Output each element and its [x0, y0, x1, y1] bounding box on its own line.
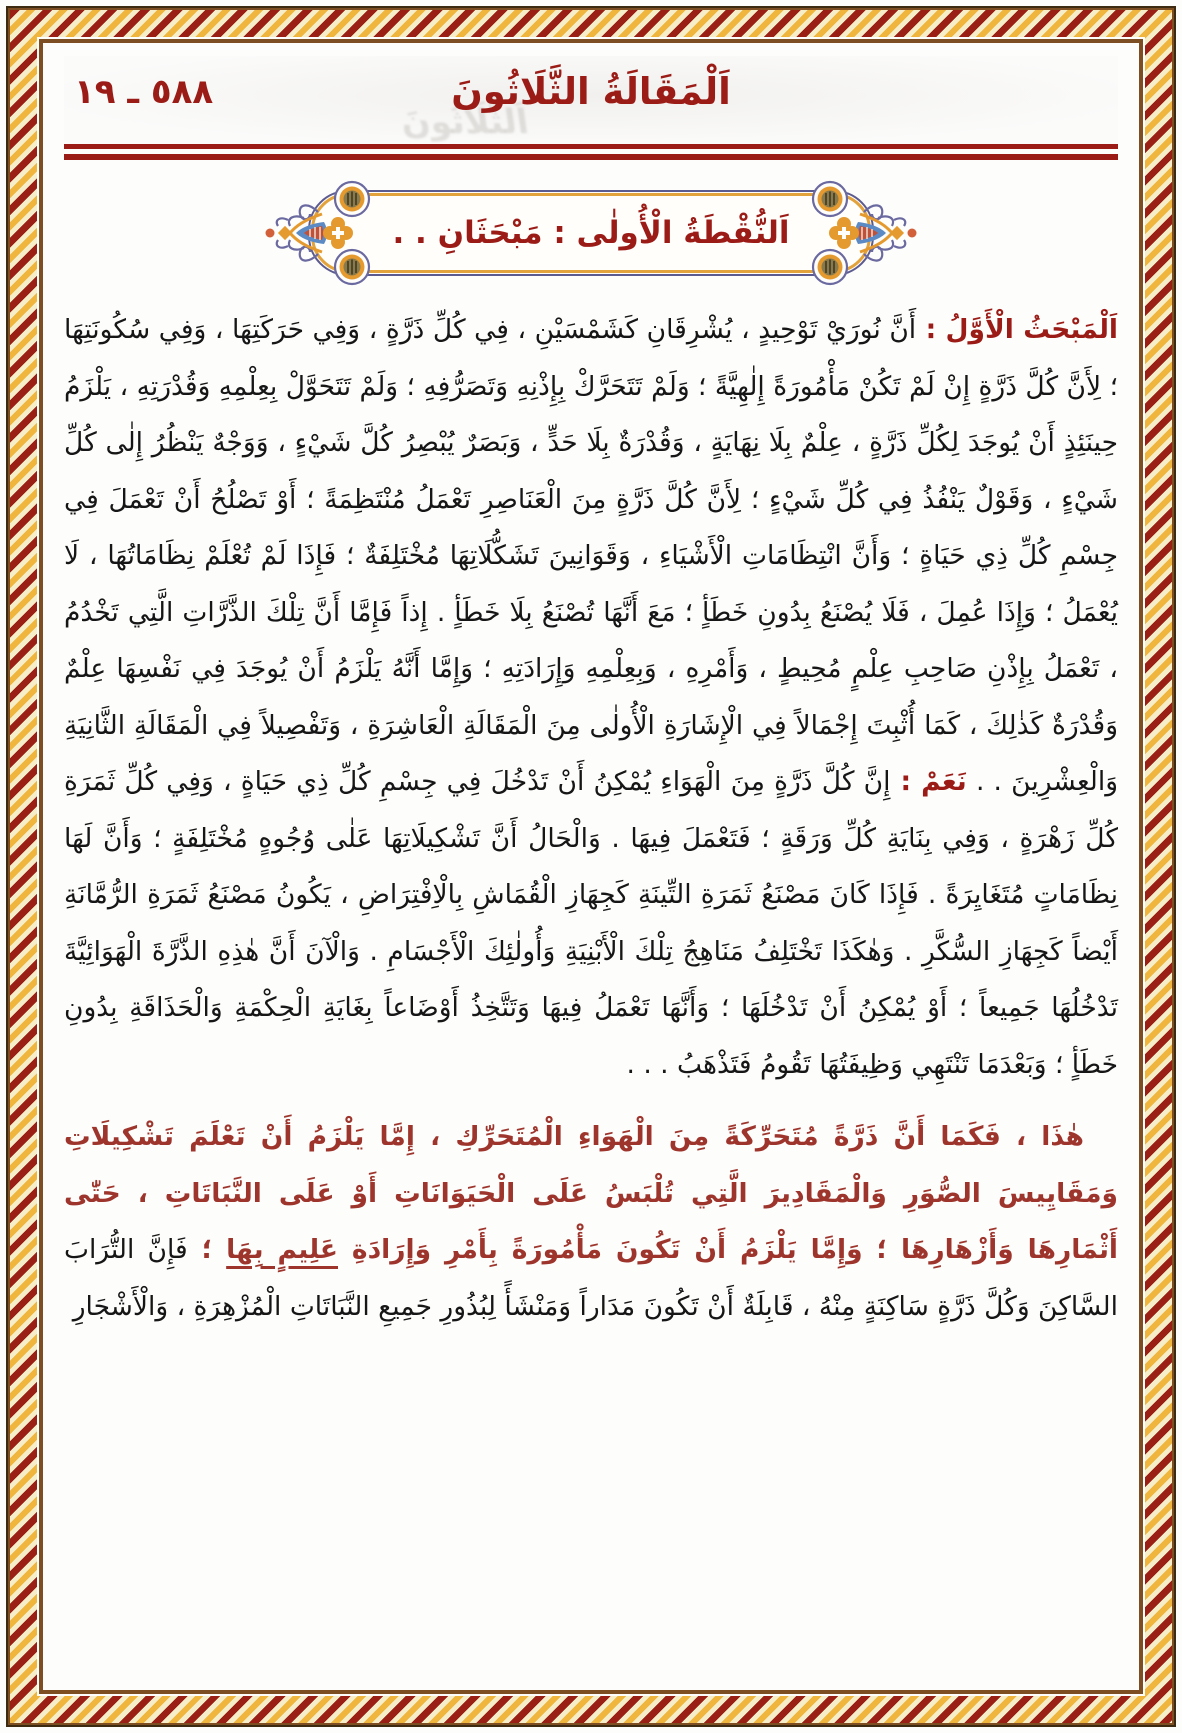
body-text: [64, 302, 1118, 1335]
page-title: اَلْمَقَالَةُ الثَّلَاثُونَ: [451, 70, 731, 113]
page-header: [64, 56, 1118, 144]
text-segment: نَعَمْ :: [890, 766, 967, 797]
text-segment: أَنَّ نُورَيْ تَوْحِيدٍ ، يُشْرِقَانِ كَشَمْسَيْنِ ، فِي كُلِّ ذَرَّةٍ ، وَفِي حَرَكَتِهَا ، وَفِي سُكُونَتِهَا ؛ لِأَنَّ كُلَّ ذَرَّةٍ إِنْ لَمْ تَكُنْ مَأْمُورَةً إِلٰهِيَّةً ؛ وَلَمْ تَتَحَرَّكْ بِإِذْنِهِ وَتَصَرُّفِهِ ؛ وَلَمْ تَتَحَوَّلْ بِعِلْمِهِ وَقُدْرَتِهِ ، يَلْزَمُ حِينَئِذٍ أَنْ يُوجَدَ لِكُلِّ ذَرَّةٍ ، عِلْمٌ بِلَا نِهَايَةٍ ، وَقُدْرَةٌ بِلَا حَدٍّ ، وَبَصَرٌ يُبْصِرُ كُلَّ شَيْءٍ ، وَوَجْهٌ يَنْظُرُ إِلٰى كُلِّ شَيْءٍ ، وَقَوْلٌ يَنْفُذُ فِي كُلِّ شَيْءٍ ؛ لِأَنَّ كُلَّ ذَرَّةٍ مِنَ الْعَنَاصِرِ تَعْمَلُ مُنْتَظِمَةً ؛ أَوْ تَصْلُحُ أَنْ تَعْمَلَ فِي جِسْمِ كُلِّ ذِي حَيَاةٍ ؛ وَأَنَّ انْتِظَامَاتِ الْأَشْيَاءِ ، وَقَوَانِينَ تَشَكُّلَاتِهَا مُخْتَلِفَةٌ ؛ فَإِذَا لَمْ تُعْلَمْ نِظَامَاتُهَا ، لَا يُعْمَلُ ؛ وَإِذَا عُمِلَ ، فَلَا يُصْنَعُ بِدُونِ خَطَأٍ ؛ مَعَ أَنَّهَا تُصْنَعُ بِلَا خَطَأٍ . إِذاً فَإِمَّا أَنَّ تِلْكَ الذَّرَّاتِ الَّتِي تَخْدُمُ ، تَعْمَلُ بِإِذْنِ صَاحِبِ عِلْمٍ مُحِيطٍ ، وَأَمْرِهِ ، وَبِعِلْمِهِ وَإِرَادَتِهِ ؛ وَإِمَّا أَنَّهُ يَلْزَمُ أَنْ يُوجَدَ فِي نَفْسِهَا عِلْمٌ وَقُدْرَةٌ كَذٰلِكَ ، كَمَا أُثْبِتَ إِجْمَالاً فِي الْإِشَارَةِ الْأُولٰى مِنَ الْمَقَالَةِ الْعَاشِرَةِ ، وَتَفْصِيلاً فِي الْمَقَالَةِ الثَّانِيَةِ وَالْعِشْرِينَ . .: [64, 314, 1118, 797]
show-through-ghost: اَلثَّلَاثُونَ: [397, 102, 531, 142]
text-segment: هٰذَا ، فَكَمَا أَنَّ ذَرَّةً مُتَحَرِّكَةً مِنَ الْهَوَاءِ الْمُتَحَرِّكِ ، إِمَّا يَلْزَمُ أَنْ تَعْلَمَ تَشْكِيلَاتِ وَمَقَايِيسَ الصُّوَرِ وَالْمَقَادِيرَ الَّتِي تُلْبَسُ عَلَى الْحَيَوَانَاتِ أَوْ عَلَى النَّبَاتَاتِ ، حَتّٰى أَثْمَارِهَا وَأَزْهَارِهَا ؛ وَإِمَّا يَلْزَمُ أَنْ تَكُونَ مَأْمُورَةً بِأَمْرِ وَإِرَادَةِ: [64, 1121, 1118, 1265]
paragraph: [64, 1109, 1118, 1335]
section-cartouche: [308, 190, 874, 276]
text-segment: فَإِنَّ التُّرَابَ السَّاكِنَ وَكُلَّ ذَرَّةٍ سَاكِنَةٍ مِنْهُ ، قَابِلَةٌ أَنْ تَكُونَ مَدَاراً وَمَنْشَأً لِبُذُورِ جَمِيعِ النَّبَاتَاتِ الْمُزْهِرَةِ ، وَالْأَشْجَارِ: [64, 1234, 1118, 1322]
text-segment: عَلِيمٍ بِهَا: [226, 1234, 338, 1265]
page-number: ٥٨٨ ـ ١٩: [74, 72, 214, 112]
section-heading: اَلنُّقْطَةُ الْأُولٰى : مَبْحَثَانِ . .: [392, 215, 790, 251]
header-double-rule: [64, 144, 1118, 160]
text-segment: إِنَّ كُلَّ ذَرَّةٍ مِنَ الْهَوَاءِ يُمْكِنُ أَنْ تَدْخُلَ فِي جِسْمِ كُلِّ ذِي حَيَاةٍ ، وَفِي كُلِّ ثَمَرَةِ كُلِّ زَهْرَةٍ ، وَفِي بِنَايَةِ كُلِّ وَرَقَةٍ ؛ فَتَعْمَلَ فِيهَا . وَالْحَالُ أَنَّ تَشْكِيلَاتِهَا عَلٰى وُجُوهٍ مُخْتَلِفَةٍ ؛ وَأَنَّ لَهَا نِظَامَاتٍ مُتَغَايِرَةً . فَإِذَا كَانَ مَصْنَعُ ثَمَرَةِ التِّينَةِ كَجِهَازِ الْقُمَاشِ بِالْاِفْتِرَاضِ ، يَكُونُ مَصْنَعُ ثَمَرَةِ الرُّمَّانَةِ أَيْضاً كَجِهَازِ السُّكَّرِ . وَهٰكَذَا تَخْتَلِفُ مَنَاهِجُ تِلْكَ الْأَبْنِيَةِ وَأُولٰئِكَ الْأَجْسَامِ . وَالْآنَ أَنَّ هٰذِهِ الذَّرَّةَ الْهَوَائِيَّةَ تَدْخُلُهَا جَمِيعاً ؛ أَوْ يُمْكِنُ أَنْ تَدْخُلَهَا ؛ وَأَنَّهَا تَعْمَلُ فِيهَا وَتَتَّخِذُ أَوْضَاعاً بِغَايَةِ الْحِكْمَةِ وَالْحَذَاقَةِ بِدُونِ خَطَأٍ ؛ وَبَعْدَمَا تَنْتَهِي وَظِيفَتُهَا تَقُومُ فَتَذْهَبُ . . .: [64, 766, 1118, 1080]
text-segment: اَلْمَبْحَثُ الْأَوَّلُ :: [916, 314, 1118, 345]
text-segment: ؛: [187, 1234, 227, 1265]
paragraph: [64, 302, 1118, 1093]
page-content: [50, 50, 1132, 1683]
